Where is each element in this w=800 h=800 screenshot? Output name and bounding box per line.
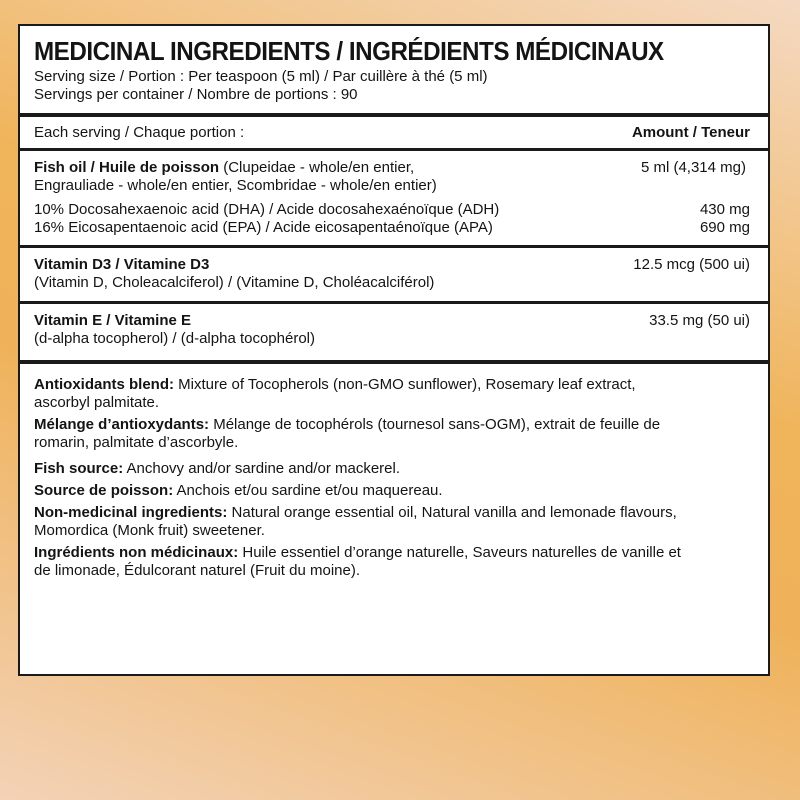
dha-row [34, 201, 754, 219]
antioxidants-fr-line2: romarin, palmitate d’ascorbyle. [34, 434, 239, 451]
vitamin-d3-desc: (Vitamin D, Choleacalciferol) / (Vitamine D, Choléacalciférol) [34, 274, 435, 291]
antioxidants-en [34, 376, 754, 394]
fish-source-en [34, 460, 754, 478]
antioxidants-en-label: Antioxidants blend: [34, 376, 174, 393]
notes-block [34, 364, 754, 580]
vitamin-d3-name: Vitamin D3 / Vitamine D3 [34, 256, 210, 273]
fish-oil-amount: 5 ml (4,314 mg) [640, 159, 746, 176]
table-header [34, 117, 754, 148]
panel-title: MEDICINAL INGREDIENTS / INGRÉDIENTS MÉDICINAUX [34, 36, 664, 66]
fish-source-fr [34, 482, 754, 500]
fish-oil-desc1: (Clupeidae - whole/en entier, [219, 159, 415, 176]
nmi-en-label: Non-medicinal ingredients: [34, 504, 228, 521]
fish-source-fr-text: Anchois et/ou sardine et/ou maquereau. [173, 482, 443, 499]
ingredients-panel [18, 24, 770, 676]
dha-label: 10% Docosahexaenoic acid (DHA) / Acide docosahexaénoïque (ADH) [34, 201, 500, 218]
fish-oil-name: Fish oil / Huile de poisson [34, 159, 220, 176]
antioxidants-fr-label: Mélange d’antioxydants: [34, 416, 210, 433]
fish-source-en-text: Anchovy and/or sardine and/or mackerel. [123, 460, 401, 477]
vitamin-e-block [34, 304, 754, 360]
vitamin-d3-block [34, 248, 754, 301]
vitamin-e-name: Vitamin E / Vitamine E [34, 312, 192, 329]
dha-amount: 430 mg [699, 201, 750, 218]
antioxidants-fr-text: Mélange de tocophérols (tournesol sans-OGM), extrait de feuille de [209, 416, 661, 433]
vitamin-e-desc: (d-alpha tocopherol) / (d-alpha tocophérol) [34, 330, 315, 347]
nmi-fr [34, 544, 754, 562]
antioxidants-en-text: Mixture of Tocopherols (non-GMO sunflower), Rosemary leaf extract, [174, 376, 636, 393]
serving-size: Serving size / Portion : Per teaspoon (5 ml) / Par cuillère à thé (5 ml) [34, 68, 488, 85]
fish-oil-block [34, 151, 754, 245]
antioxidants-en-line2: ascorbyl palmitate. [34, 394, 160, 411]
table-header-left: Each serving / Chaque portion : [34, 124, 245, 141]
epa-amount: 690 mg [699, 219, 750, 236]
fish-oil-row [34, 159, 754, 177]
epa-label: 16% Eicosapentaenoic acid (EPA) / Acide eicosapentaénoïque (APA) [34, 219, 493, 236]
vitamin-d3-amount: 12.5 mcg (500 ui) [633, 256, 750, 273]
fish-oil-desc2: Engrauliade - whole/en entier, Scombridae - whole/en entier) [34, 177, 437, 194]
fish-source-en-label: Fish source: [34, 460, 124, 477]
nmi-fr-line2: de limonade, Édulcorant naturel (Fruit du moine). [34, 562, 361, 579]
table-header-right: Amount / Teneur [631, 124, 750, 141]
nmi-en [34, 504, 754, 522]
vitamin-d3-row [34, 256, 754, 274]
nmi-fr-label: Ingrédients non médicinaux: [34, 544, 239, 561]
vitamin-e-amount: 33.5 mg (50 ui) [649, 312, 750, 329]
vitamin-e-row [34, 312, 754, 330]
antioxidants-fr [34, 416, 754, 434]
nmi-en-text: Natural orange essential oil, Natural vanilla and lemonade flavours, [227, 504, 677, 521]
servings-per-container: Servings per container / Nombre de portions : 90 [34, 86, 358, 103]
epa-row [34, 219, 754, 237]
nmi-fr-text: Huile essentiel d’orange naturelle, Saveurs naturelles de vanille et [238, 544, 681, 561]
nmi-en-line2: Momordica (Monk fruit) sweetener. [34, 522, 265, 539]
fish-source-fr-label: Source de poisson: [34, 482, 174, 499]
